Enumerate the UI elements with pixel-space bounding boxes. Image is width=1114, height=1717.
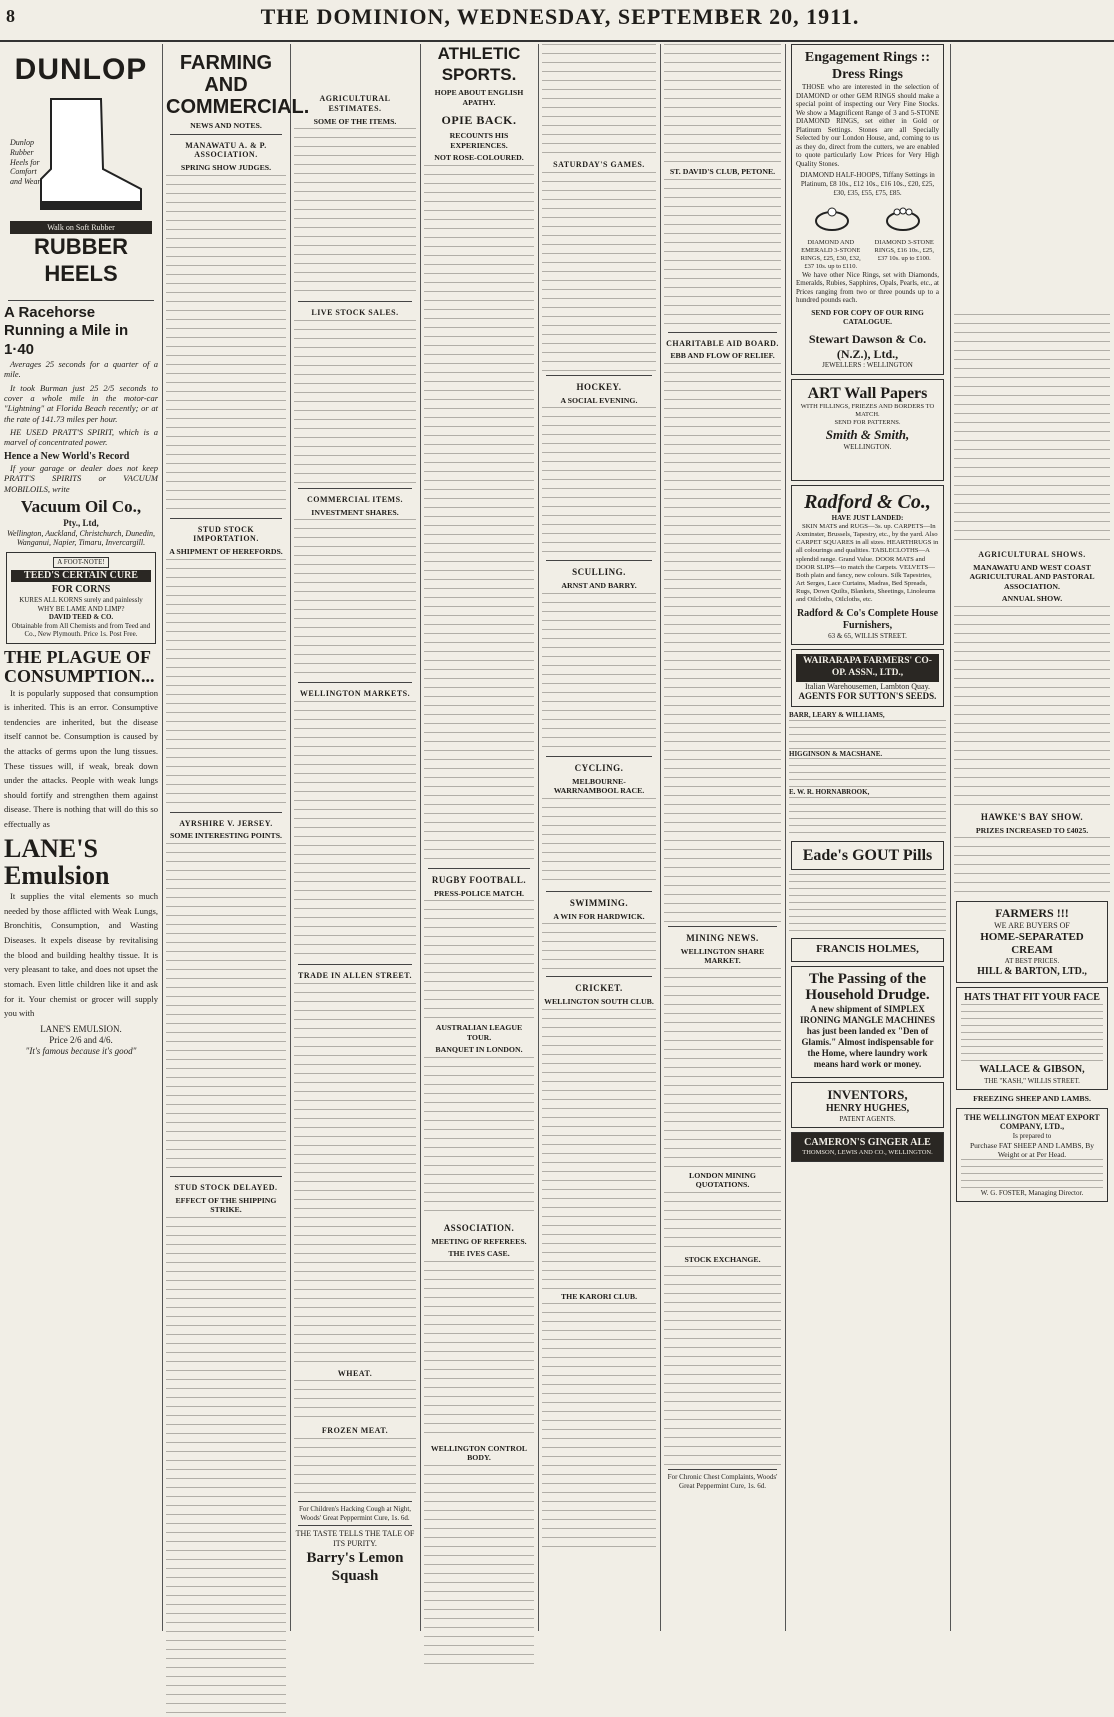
- sculling-text: [542, 593, 656, 753]
- notrose-heading: NOT ROSE-COLOURED.: [434, 153, 524, 163]
- foster-director: W. G. FOSTER, Managing Director.: [980, 1188, 1084, 1197]
- plague-headline: THE PLAGUE OF CONSUMPTION...: [4, 646, 155, 686]
- wallace-gibson: WALLACE & GIBSON,: [979, 1064, 1085, 1076]
- wairarapa-sub: Italian Warehousemen, Lambton Quay.: [804, 681, 931, 691]
- delayed-heading: STUD STOCK DELAYED.: [174, 1182, 278, 1192]
- cricket-heading: CRICKET.: [575, 983, 623, 994]
- annual-text: [954, 606, 1110, 806]
- interesting-heading: SOME INTERESTING POINTS.: [169, 831, 282, 841]
- commercial-column: [294, 44, 416, 1631]
- livestock-text: [294, 320, 416, 485]
- news-text-top: [664, 44, 781, 164]
- allen-heading: TRADE IN ALLEN STREET.: [298, 970, 412, 980]
- athletic-header: ATHLETIC SPORTS.: [437, 44, 521, 84]
- radford-body: SKIN MATS and RUGS—3s. up. CARPETS—In Axminster, Brussels, Tapestry, etc., by the yard. Also CARPET SQUARES in all sizes. HEARTHRUGS in all colourings and qualities. TABLECLOTHS—A splendid range. Grand Value. DOOR MATS and DOOR SLIPS—to match the Carpets. VELVETS—Both plain and fancy, new colours. Silk Tapestries, Art Serges, Lace Curtains, Madras, Bed Spreads, Rugs, Down Quilts, Blankets, Sheetings, Linoleums and Oilcloths, Oilcloths, etc.: [796, 522, 939, 604]
- racehorse-body: It took Burman just 25 2/5 seconds to cover a whole mile in the motor-car "Lightning" at Florida Beach recently; or at the rate of 141.73 miles per hour.: [4, 382, 158, 424]
- london-heading: LONDON MINING QUOTATIONS.: [689, 1170, 756, 1190]
- column-rule: [538, 44, 539, 1631]
- markets-heading: WELLINGTON MARKETS.: [299, 689, 411, 698]
- vacuum-oil-name: Vacuum Oil Co.,: [20, 497, 142, 517]
- francis-holmes-ad: FRANCIS HOLMES,: [791, 938, 944, 961]
- cricket-text: [542, 1009, 656, 1289]
- london-text: [664, 1192, 781, 1252]
- meat-export-ad: [956, 1108, 1108, 1203]
- karori-heading: THE KARORI CLUB.: [560, 1291, 638, 1301]
- stud-import-heading: STUD STOCK IMPORTATION.: [193, 524, 259, 544]
- stud-import-text: [166, 559, 286, 809]
- saturday-heading: SATURDAY'S GAMES.: [553, 160, 645, 169]
- wallace-gibson-ad: [956, 987, 1108, 1090]
- control-text: [424, 1465, 534, 1665]
- rings-body: THOSE who are interested in the selection of DIAMOND or other GEM RINGS should make a special point of inspecting our Very Fine Stocks. We show a Magnificent Range of 3 and 5-STONE DIAMOND RINGS, set either in Gold or Platinum Settings. Stones are all Specially Selected by our London House, and, coming to us as they do, direct from the cutters, we are enabled to quote particularly Low Prices for Very High Quality Stones.: [796, 83, 939, 168]
- lanes-body: It supplies the vital elements so much needed by those afflicted with Weak Lungs, Bronchitis, Consumption, and Wasting Diseases. It expels disease by revitalising the blood and building healthy tissue. It is very pleasant to take, and does not upset the stomach. Even little children like it and ask for it. Your chemist or grocer will supply you with: [4, 891, 158, 1019]
- wairarapa-ad: [791, 649, 944, 707]
- teeds-corn-ad: [6, 552, 156, 644]
- mining-heading: MINING NEWS.: [686, 932, 759, 943]
- sculling-heading: SCULLING.: [572, 567, 626, 578]
- column-rule: [785, 44, 786, 1631]
- karori-text: [542, 1303, 656, 1553]
- small-ads-row: [789, 711, 946, 837]
- saturday-text: [542, 172, 656, 372]
- hardwick-heading: A WIN FOR HARDWICK.: [553, 911, 645, 921]
- estimates-text: [294, 128, 416, 298]
- teeds-maker: DAVID TEED & CO.: [48, 613, 114, 622]
- thomson-lewis: THOMSON, LEWIS AND CO., WELLINGTON.: [802, 1149, 933, 1157]
- hawkes-text: [954, 837, 1110, 897]
- items-heading: SOME OF THE ITEMS.: [313, 116, 397, 126]
- markets-text: [294, 701, 416, 961]
- farmers-title: FARMERS !!!: [995, 906, 1069, 921]
- sports-text-top: [542, 44, 656, 154]
- camerons-title: CAMERON'S GINGER ALE: [804, 1137, 931, 1149]
- ayrshire-text: [166, 843, 286, 1173]
- lanes-slogan: "It's famous because it's good": [25, 1045, 137, 1056]
- social-heading: A SOCIAL EVENING.: [560, 395, 638, 405]
- athletic-column: [424, 44, 534, 1631]
- pratts-ask: If your garage or dealer does not keep PRATT'S SPIRITS or VACUUM MOBILOILS, write: [4, 462, 158, 494]
- teeds-for: FOR CORNS: [51, 583, 111, 595]
- frozen-text: [294, 1438, 416, 1498]
- drudge-body: A new shipment of SIMPLEX IRONING MANGLE MACHINES has just been landed ex "Den of Glamis." Almost indispensable for the Home, where laundry work means hard work or money.: [799, 1003, 935, 1069]
- column-rule: [162, 44, 163, 1631]
- smith-smith: Smith & Smith,: [825, 427, 910, 443]
- column-rule: [420, 44, 421, 1631]
- ives-text: [424, 1261, 534, 1441]
- stewart-dawson-name: Stewart Dawson & Co. (N.Z.), Ltd.,: [808, 332, 927, 361]
- recounts-heading: RECOUNTS HIS EXPERIENCES.: [449, 131, 509, 150]
- wallpapers-sub: WITH FILLINGS, FRIEZES AND BORDERS TO MATCH.: [800, 403, 935, 419]
- estimates-heading: AGRICULTURAL ESTIMATES.: [319, 94, 391, 113]
- column-rule: [290, 44, 291, 1631]
- wallpapers-title: ART Wall Papers: [807, 384, 928, 402]
- charitable-heading: CHARITABLE AID BOARD.: [666, 338, 779, 348]
- shows-heading: AGRICULTURAL SHOWS.: [978, 550, 1086, 559]
- cycling-heading: CYCLING.: [574, 762, 624, 773]
- frozen-heading: FROZEN MEAT.: [321, 1426, 389, 1436]
- cycling-text: [542, 798, 656, 888]
- annual-show: ANNUAL SHOW.: [1001, 594, 1063, 604]
- hats-title: HATS THAT FIT YOUR FACE: [964, 992, 1100, 1004]
- hence-line: Hence a New World's Record: [4, 450, 130, 462]
- plague-body: It is popularly supposed that consumption is inherited. This is an error. Consumptive tendencies are inherited, but the disease itself cannot be. Consumption is caused by the attacks of germs upon the lung tissues. These tissues will, if weak, break down under the attacks. People with weak lungs should fortify and strengthen them against disease. There is nothing that will do this so effectually as: [4, 687, 158, 830]
- hill-barton: HILL & BARTON, LTD.,: [977, 965, 1087, 977]
- lanes-brand: LANE'S Emulsion: [4, 833, 110, 890]
- vacuum-oil-ltd: Pty., Ltd,: [63, 517, 99, 528]
- ebb-heading: EBB AND FLOW OF RELIEF.: [670, 351, 775, 361]
- banquet-text: [424, 1057, 534, 1217]
- inventors-title: INVENTORS,: [827, 1086, 908, 1102]
- wallpapers-ad: [791, 379, 944, 481]
- farming-header: FARMING AND COMMERCIAL.: [166, 52, 310, 118]
- association-heading: ASSOCIATION.: [443, 1222, 515, 1233]
- melbourne-heading: MELBOURNE-WARRNAMBOOL RACE.: [553, 776, 645, 796]
- separated-cream: HOME-SEPARATED CREAM: [980, 930, 1084, 956]
- effect-heading: EFFECT OF THE SHIPPING STRIKE.: [175, 1195, 277, 1214]
- swimming-text: [542, 923, 656, 973]
- hockey-text: [542, 407, 656, 557]
- household-drudge-ad: [791, 966, 944, 1078]
- teeds-name: TEED'S CERTAIN CURE: [11, 570, 151, 582]
- st-davids-text: [664, 179, 781, 329]
- hockey-heading: HOCKEY.: [576, 381, 622, 392]
- opie-heading: OPIE BACK.: [441, 113, 517, 128]
- rings-half: DIAMOND HALF-HOOPS, Tiffany Settings in Platinum, £8 10s., £12 10s., £16 10s., £20, £25, £30, £35, £55, £75, £85.: [800, 171, 935, 197]
- farming-column: [166, 44, 310, 1631]
- spring-show-text: [166, 175, 286, 515]
- dunlop-slogan: Dunlop Rubber Heels for Comfort and Wear.: [10, 138, 42, 186]
- stock-heading: STOCK EXCHANGE.: [684, 1254, 761, 1264]
- delayed-text: [166, 1217, 286, 1717]
- ad-column-right: [789, 44, 946, 1631]
- wheat-heading: WHEAT.: [337, 1368, 373, 1378]
- eades-text: [789, 874, 946, 934]
- rubber-heels-title: RUBBER HEELS: [33, 234, 129, 287]
- stock-text: [664, 1266, 781, 1466]
- page-number: 8: [6, 6, 15, 26]
- dunlop-walk: Walk on Soft Rubber: [10, 221, 152, 235]
- referees-heading: MEETING OF REFEREES.: [431, 1236, 527, 1246]
- allen-text: [294, 983, 416, 1363]
- wairarapa-agents: AGENTS FOR SUTTON'S SEEDS.: [798, 691, 937, 702]
- livestock-heading: LIVE STOCK SALES.: [311, 308, 399, 317]
- wairarapa-title: WAIRARAPA FARMERS' CO-OP. ASSN., LTD.,: [796, 654, 939, 681]
- radford-landed: HAVE JUST LANDED:: [831, 514, 904, 523]
- hawkes-bay-show: HAWKE'S BAY SHOW.: [980, 811, 1084, 822]
- masthead: [0, 0, 1114, 42]
- radford-complete: Radford & Co's Complete House Furnishers,: [796, 607, 939, 631]
- ives-heading: THE IVES CASE.: [448, 1249, 510, 1259]
- ad-column-left: [4, 44, 158, 1631]
- camerons-ad: [791, 1132, 944, 1162]
- sports-column: [542, 44, 656, 1631]
- buyers-line: WE ARE BUYERS OF: [994, 920, 1070, 930]
- ring-illustrations: [796, 203, 939, 233]
- opie-text: [424, 165, 534, 865]
- prizes-increased: PRIZES INCREASED TO £4025.: [975, 825, 1089, 835]
- vacuum-cities: Wellington, Auckland, Christchurch, Dunedin, Wanganui, Napier, Timaru, Invercargill.: [7, 528, 155, 548]
- control-heading: WELLINGTON CONTROL BODY.: [430, 1443, 528, 1463]
- australian-heading: AUSTRALIAN LEAGUE TOUR.: [435, 1023, 523, 1042]
- wheat-text: [294, 1380, 416, 1420]
- rings-catalogue: SEND FOR COPY OF OUR RING CATALOGUE.: [811, 307, 924, 327]
- barr-ad: BARR, LEARY & WILLIAMS,: [789, 711, 885, 720]
- investment-heading: INVESTMENT SHARES.: [311, 507, 399, 517]
- best-prices: AT BEST PRICES.: [1004, 957, 1060, 966]
- drudge-title: The Passing of the Household Drudge.: [805, 970, 930, 1004]
- patent-agents: PATENT AGENTS.: [839, 1114, 896, 1123]
- wsm-heading: WELLINGTON SHARE MARKET.: [680, 946, 765, 966]
- charitable-text: [664, 363, 781, 923]
- swimming-heading: SWIMMING.: [569, 897, 629, 908]
- rugby-heading: RUGBY FOOTBALL.: [431, 874, 527, 885]
- hill-barton-ad: [956, 901, 1108, 983]
- smith-city: WELLINGTON.: [843, 443, 892, 452]
- news-column: [664, 44, 781, 1631]
- column-rule: [950, 44, 951, 1631]
- barrys-lemon-squash: Barry's Lemon Squash: [306, 1549, 404, 1584]
- coughs-ad: For Children's Hacking Cough at Night, Woods' Great Peppermint Cure, 1s. 6d.: [298, 1505, 412, 1522]
- rings-other: We have other Nice Rings, set with Diamonds, Emeralds, Rubies, Sapphires, Opals, Pearls, etc., at Prices ranging from two or three pounds up to a hundred pounds each.: [796, 270, 939, 305]
- meat-company: THE WELLINGTON MEAT EXPORT COMPANY, LTD.,: [964, 1112, 1100, 1132]
- spring-show-heading: SPRING SHOW JUDGES.: [180, 163, 272, 172]
- manawatu-heading: MANAWATU A. & P. ASSOCIATION.: [185, 140, 267, 160]
- teeds-footer: Obtainable from All Chemists and from Teed and Co., New Plymouth. Price 1s. Post Free.: [11, 621, 151, 639]
- emerald-price: DIAMOND AND EMERALD 3-STONE RINGS, £25, £30, £32, £37 10s. up to £110.: [800, 239, 861, 270]
- teeds-lines: KURES ALL KORNS surely and painlessly WHY BE LAME AND LIMP?: [19, 596, 143, 613]
- foot-note-label: A FOOT-NOTE!: [53, 557, 108, 568]
- kash-street: THE "KASH," WILLIS STREET.: [984, 1076, 1080, 1085]
- racehorse-headline: A Racehorse Running a Mile in 1·40: [4, 304, 129, 358]
- banquet-heading: BANQUET IN LONDON.: [435, 1045, 523, 1055]
- lanes-emulsion-ad: [4, 648, 158, 1057]
- radford-address: 63 & 65, WILLIS STREET.: [828, 631, 907, 640]
- meat-purchase: Purchase FAT SHEEP AND LAMBS, By Weight or at Per Head.: [969, 1140, 1095, 1159]
- ring-icon: [812, 203, 852, 233]
- ring-icon: [883, 203, 923, 233]
- pratts-ad: [4, 304, 158, 548]
- shows-column: [954, 44, 1110, 1631]
- wsc-heading: WELLINGTON SOUTH CLUB.: [544, 997, 654, 1007]
- shows-text-top: [954, 314, 1110, 544]
- manawatu-show: MANAWATU AND WEST COAST AGRICULTURAL AND PASTORAL ASSOCIATION.: [969, 562, 1095, 591]
- inventors-ad: [791, 1082, 944, 1129]
- dunlop-logo: DUNLOP: [14, 53, 148, 86]
- small-ads-left: [789, 711, 946, 837]
- ayrshire-heading: AYRSHIRE V. JERSEY.: [179, 818, 273, 828]
- freezing-heading: FREEZING SHEEP AND LAMBS.: [973, 1094, 1091, 1104]
- racehorse-sub: Averages 25 seconds for a quarter of a mile.: [4, 358, 158, 380]
- chest-ad: For Chronic Chest Complaints, Woods' Great Peppermint Cure, 1s. 6d.: [667, 1473, 778, 1490]
- rings-title: Engagement Rings :: Dress Rings: [804, 50, 931, 83]
- column-rule: [660, 44, 661, 1631]
- dunlop-ad: [6, 48, 156, 296]
- meat-prepared: Is prepared to: [1012, 1132, 1052, 1141]
- investment-text: [294, 519, 416, 679]
- lanes-supply: LANE'S EMULSION.: [40, 1023, 122, 1034]
- racehorse-used: HE USED PRATT'S SPIRIT, which is a marvel of concentrated power.: [4, 427, 158, 448]
- stewart-dawson-ad: [791, 44, 944, 375]
- commercial-heading: COMMERCIAL ITEMS.: [306, 494, 404, 504]
- higginson-ad: HIGGINSON & MACSHANE.: [789, 749, 883, 758]
- henry-hughes: HENRY HUGHES,: [825, 1102, 910, 1114]
- lanes-price: Price 2/6 and 4/6.: [49, 1034, 113, 1045]
- press-match-heading: PRESS-POLICE MATCH.: [434, 888, 524, 898]
- eades-gout-pills: Eade's GOUT Pills: [791, 841, 944, 871]
- ring-prices: [796, 239, 939, 271]
- arnst-heading: ARNST AND BARRY.: [561, 581, 637, 591]
- st-davids-heading: ST. DAVID'S CLUB, PETONE.: [669, 167, 776, 176]
- jewellers-label: JEWELLERS : WELLINGTON: [822, 361, 913, 370]
- radford-title: Radford & Co.,: [804, 490, 931, 513]
- news-notes-heading: NEWS AND NOTES.: [190, 121, 262, 130]
- hope-heading: HOPE ABOUT ENGLISH APATHY.: [434, 88, 524, 107]
- radford-ad: [791, 485, 944, 646]
- shipment-heading: A SHIPMENT OF HEREFORDS.: [169, 547, 283, 556]
- taste-ad: THE TASTE TELLS THE TALE OF ITS PURITY.: [295, 1529, 415, 1548]
- newspaper-title: THE DOMINION, WEDNESDAY, SEPTEMBER 20, 1911.: [260, 4, 860, 29]
- three-stone-price: DIAMOND 3-STONE RINGS, £16 10s., £25, £37 10s. up to £100.: [874, 239, 934, 262]
- press-text: [424, 900, 534, 1020]
- hornabrook-ad: E. W. R. HORNABROOK,: [789, 788, 870, 797]
- wsm-text: [664, 968, 781, 1168]
- wallpapers-patterns: SEND FOR PATTERNS.: [834, 419, 901, 427]
